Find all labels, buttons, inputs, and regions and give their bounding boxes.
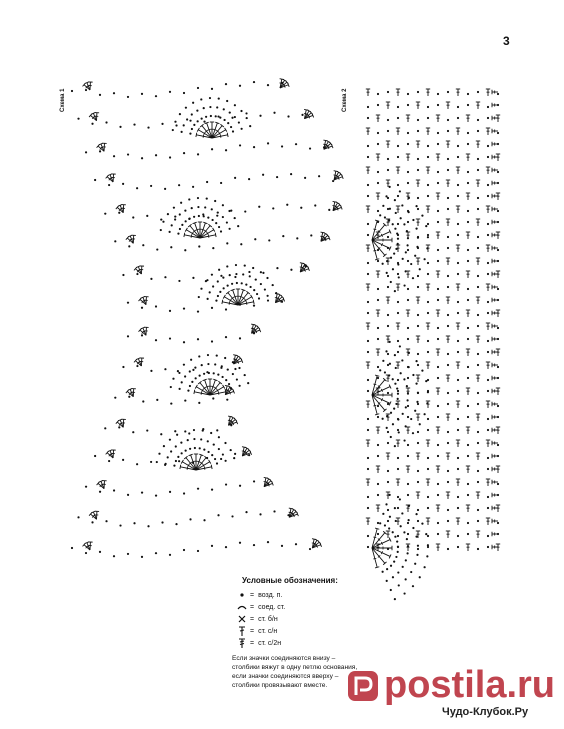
legend-row-chain: = возд. п. — [236, 589, 362, 601]
legend — [232, 576, 362, 690]
legend-text: соед. ст. — [258, 603, 286, 611]
legend-text: возд. п. — [258, 591, 283, 599]
site-mark: Чудо-Клубок.Ру — [442, 706, 529, 718]
watermark-text: postila.ru — [384, 664, 556, 706]
legend-title: Условные обозначения: — [242, 576, 338, 585]
legend-text: ст. б/н — [258, 615, 278, 623]
postila-logo-icon — [346, 669, 380, 703]
legend-row-tc: = ст. с/2н — [236, 637, 362, 649]
scheme-2-label: Схема 2 — [342, 88, 348, 112]
legend-text: ст. с/2н — [258, 639, 282, 647]
legend-row-sc: = ст. б/н — [236, 613, 362, 625]
scheme-1-label: Схема 1 — [60, 88, 66, 112]
arc-icon — [236, 602, 248, 612]
dc-icon — [236, 626, 248, 636]
hdc-icon — [236, 638, 248, 648]
watermark — [346, 664, 555, 707]
dot-icon — [236, 590, 248, 600]
legend-note: Если значки соединяются внизу – столбики вяжут в одну петлю основания, если значки соединяются вверху – столбики провязывают вместе. — [232, 655, 358, 689]
legend-text: ст. с/н — [258, 627, 278, 635]
legend-row-slip: = соед. ст. — [236, 601, 362, 613]
legend-row-dc: = ст. с/н — [236, 625, 362, 637]
page-number: 3 — [503, 34, 510, 48]
cross-icon — [236, 614, 248, 624]
